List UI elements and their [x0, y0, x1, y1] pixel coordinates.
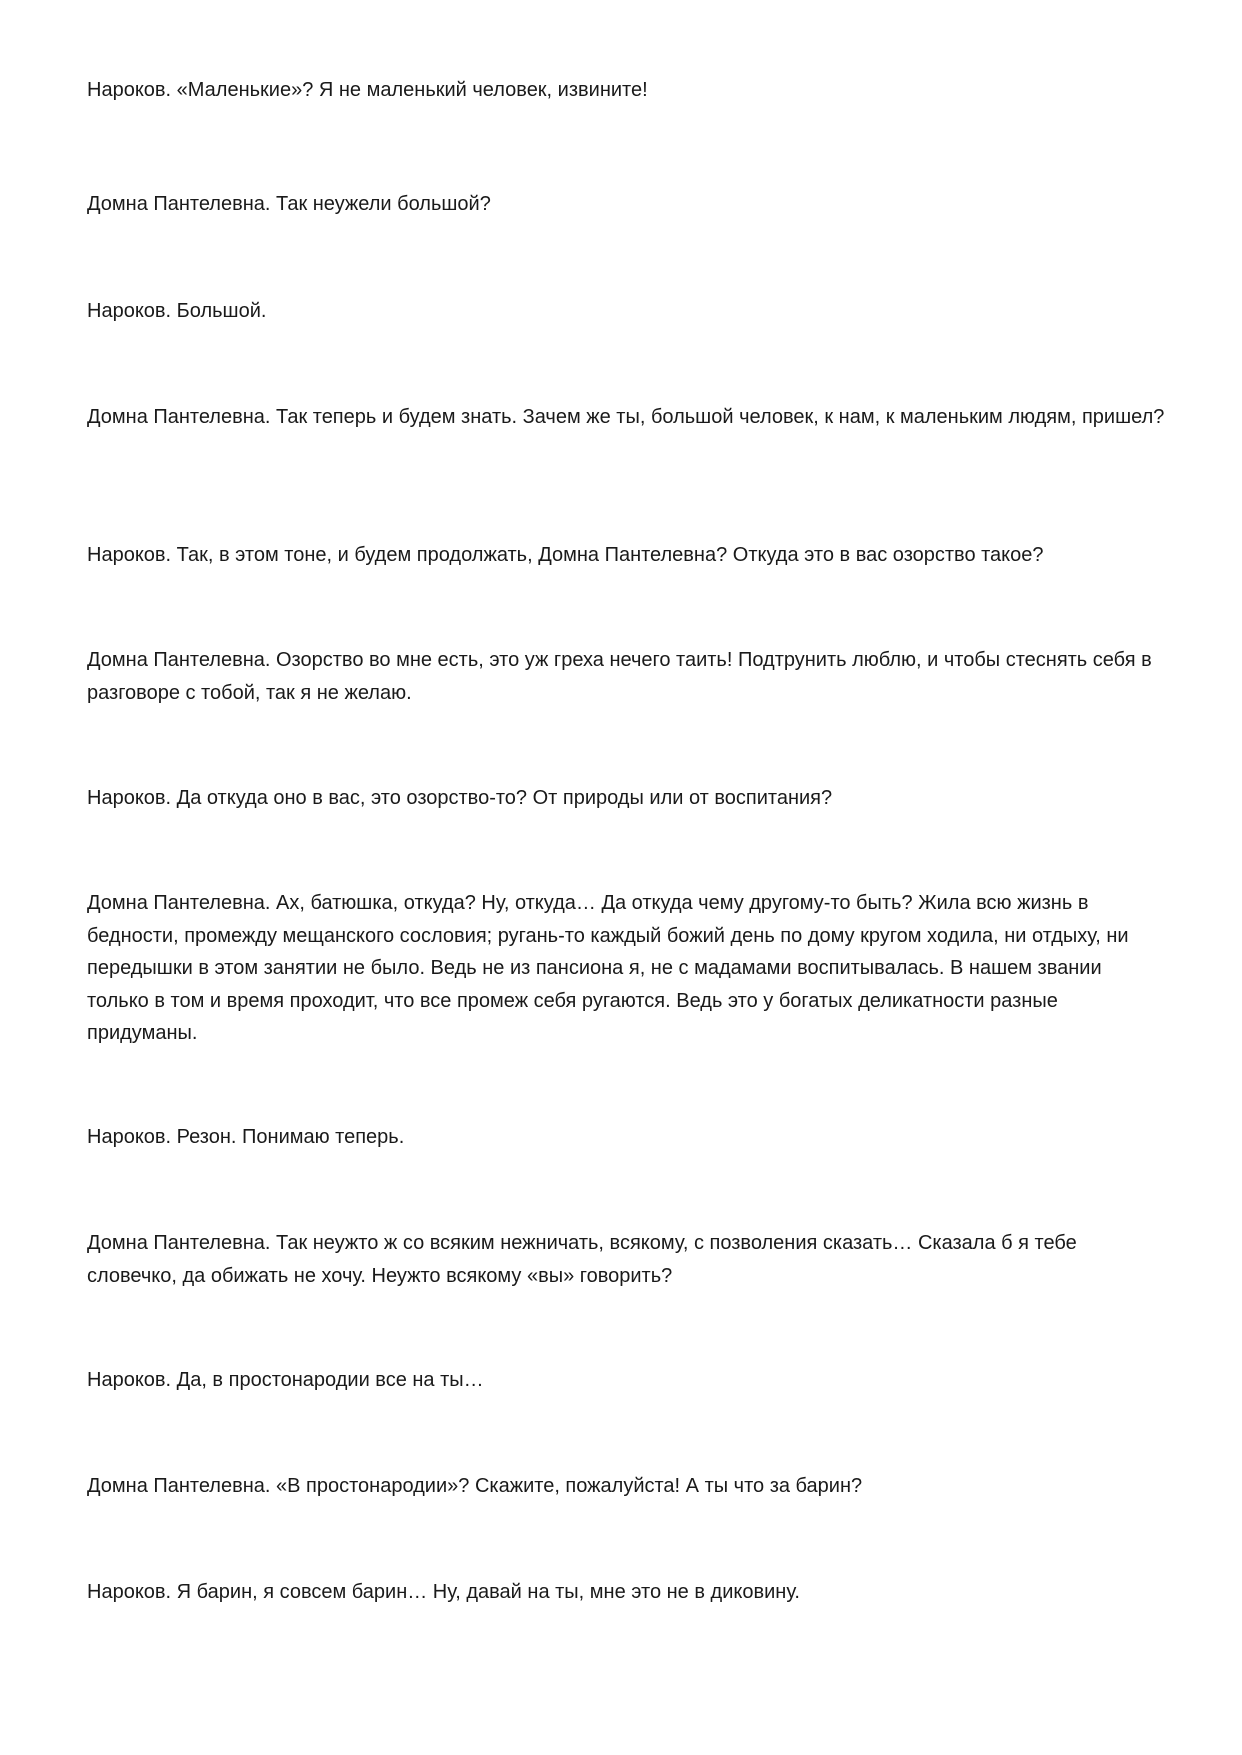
- dialogue-paragraph-11: Нароков. Да, в простонародии все на ты…: [87, 1369, 484, 1391]
- dialogue-paragraph-4: Домна Пантелевна. Так теперь и будем знать. Зачем же ты, большой человек, к нам, к маленьким людям, пришел?: [87, 406, 1165, 428]
- dialogue-paragraph-13: Нароков. Я барин, я совсем барин… Ну, давай на ты, мне это не в диковину.: [87, 1581, 800, 1603]
- document-page: [87, 0, 1167, 1755]
- dialogue-paragraph-9: Нароков. Резон. Понимаю теперь.: [87, 1126, 405, 1148]
- dialogue-paragraph-8: Домна Пантелевна. Ах, батюшка, откуда? Ну, откуда… Да откуда чему другому-то быть? Жила всю жизнь в бедности, промежду мещанского сословия; ругань-то каждый божий день по дому кругом ходила, ни отдыху, ни передышки в этом занятии не было. Ведь не из пансиона я, не с мадамами воспитывалась. В нашем звании только в том и время проходит, что все промеж себя ругаются. Ведь это у богатых деликатности разные придуманы.: [87, 892, 1129, 1044]
- dialogue-paragraph-3: Нароков. Большой.: [87, 300, 267, 322]
- dialogue-paragraph-6: Домна Пантелевна. Озорство во мне есть, это уж греха нечего таить! Подтрунить люблю, и чтобы стеснять себя в разговоре с тобой, так я не желаю.: [87, 649, 1152, 704]
- dialogue-paragraph-1: Нароков. «Маленькие»? Я не маленький человек, извините!: [87, 79, 648, 101]
- dialogue-paragraph-12: Домна Пантелевна. «В простонародии»? Скажите, пожалуйста! А ты что за барин?: [87, 1475, 863, 1497]
- dialogue-paragraph-2: Домна Пантелевна. Так неужели большой?: [87, 193, 491, 215]
- dialogue-paragraph-5: Нароков. Так, в этом тоне, и будем продолжать, Домна Пантелевна? Откуда это в вас озорство такое?: [87, 544, 1044, 566]
- dialogue-paragraph-7: Нароков. Да откуда оно в вас, это озорство-то? От природы или от воспитания?: [87, 787, 833, 809]
- dialogue-paragraph-10: Домна Пантелевна. Так неужто ж со всяким нежничать, всякому, с позволения сказать… Сказала б я тебе словечко, да обижать не хочу. Неужто всякому «вы» говорить?: [87, 1232, 1077, 1287]
